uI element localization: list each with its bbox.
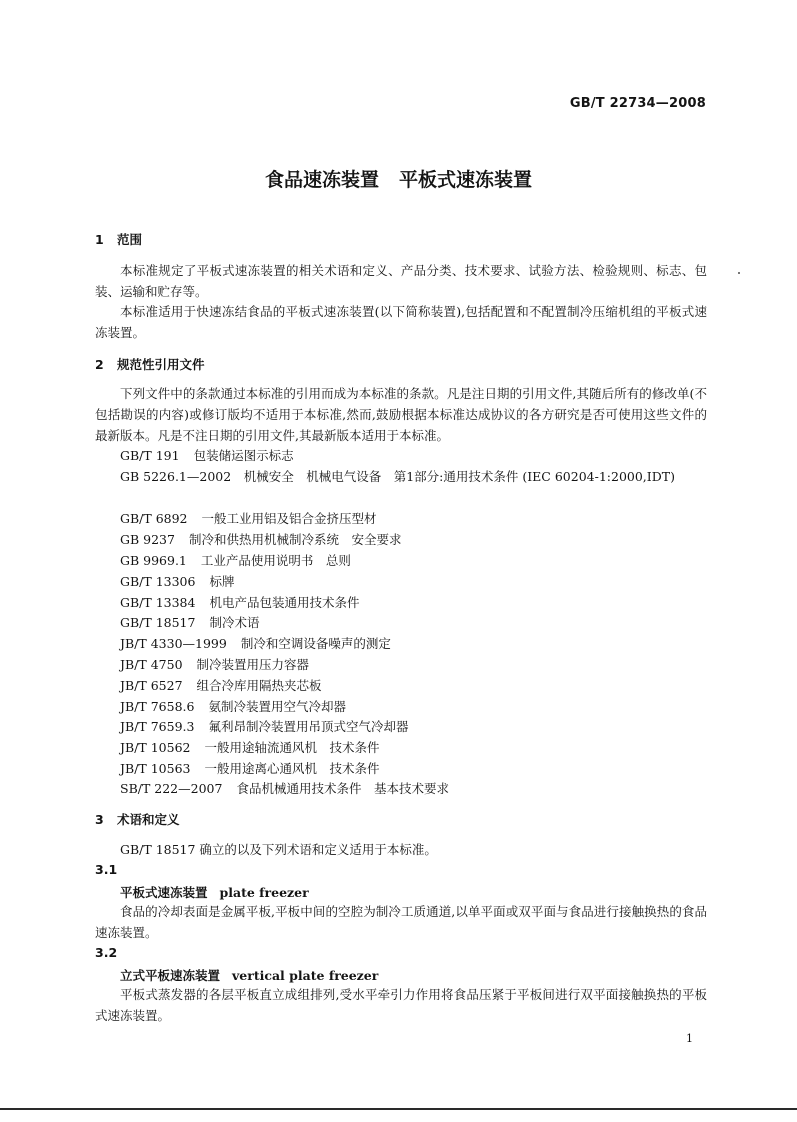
reference-item: JB/T 6527 组合冷库用隔热夹芯板	[120, 678, 322, 693]
scope-paragraph-2: 本标准适用于快速冻结食品的平板式速冻装置(以下简称装置),包括配置和不配置制冷压缩机组的平板式速冻装置。	[95, 304, 707, 340]
reference-item: JB/T 7659.3 氟利昂制冷装置用吊顶式空气冷却器	[120, 719, 409, 734]
clause-number: 3.2	[95, 945, 118, 960]
bottom-border-line	[0, 1108, 797, 1110]
reference-item: JB/T 4750 制冷装置用压力容器	[120, 657, 310, 672]
document-title	[0, 165, 797, 192]
title-part-2: 平板式速冻装置	[399, 169, 533, 191]
title-part-1: 食品速冻装置	[264, 169, 379, 191]
scope-paragraph-1: 本标准规定了平板式速冻装置的相关术语和定义、产品分类、技术要求、试验方法、检验规则、标志、包装、运输和贮存等。	[95, 263, 707, 299]
reference-item: GB/T 18517 制冷术语	[120, 615, 260, 630]
section-heading-normative-references: 2 规范性引用文件	[95, 357, 205, 372]
reference-item: JB/T 10563 一般用途离心通风机 技术条件	[120, 761, 380, 776]
reference-item: JB/T 4330—1999 制冷和空调设备噪声的测定	[120, 636, 391, 651]
reference-item: JB/T 10562 一般用途轴流通风机 技术条件	[120, 740, 380, 755]
term-definition: 平板式蒸发器的各层平板直立成组排列,受水平牵引力作用将食品压紧于平板间进行双平面接触换热的平板式速冻装置。	[95, 987, 707, 1023]
reference-item: JB/T 7658.6 氨制冷装置用空气冷却器	[120, 699, 346, 714]
reference-item: GB 9969.1 工业产品使用说明书 总则	[120, 553, 351, 568]
standard-code-header: GB/T 22734—2008	[569, 96, 706, 111]
term-heading: 立式平板速冻装置 vertical plate freezer	[120, 968, 379, 983]
reference-item: GB 9237 制冷和供热用机械制冷系统 安全要求	[120, 532, 402, 547]
reference-item: SB/T 222—2007 食品机械通用技术条件 基本技术要求	[120, 781, 449, 796]
page-number: 1	[686, 1032, 693, 1045]
term-definition: 食品的冷却表面是金属平板,平板中间的空腔为制冷工质通道,以单平面或双平面与食品进行接触换热的食品速冻装置。	[95, 904, 707, 940]
reference-item: GB/T 6892 一般工业用铝及铝合金挤压型材	[120, 511, 377, 526]
normative-intro-paragraph: 下列文件中的条款通过本标准的引用而成为本标准的条款。凡是注日期的引用文件,其随后所有的修改单(不包括勘误的内容)或修订版均不适用于本标准,然而,鼓励根据本标准达成协议的各方研究是否可使用这些文件的最新版本。凡是不注日期的引用文件,其最新版本适用于本标准。	[95, 386, 707, 443]
reference-item: GB/T 13306 标牌	[120, 574, 235, 589]
reference-item: GB/T 191 包装储运图示标志	[120, 448, 294, 463]
scan-speck	[738, 272, 740, 274]
term-heading: 平板式速冻装置 plate freezer	[120, 885, 309, 900]
section-heading-terms-definitions: 3 术语和定义	[95, 812, 180, 827]
terms-intro-paragraph: GB/T 18517 确立的以及下列术语和定义适用于本标准。	[120, 842, 437, 857]
clause-number: 3.1	[95, 862, 118, 877]
reference-item: GB 5226.1—2002 机械安全 机械电气设备 第1部分:通用技术条件 (IEC 60204-1:2000,IDT)	[120, 469, 675, 484]
section-heading-scope: 1 范围	[95, 232, 143, 247]
reference-item: GB/T 13384 机电产品包装通用技术条件	[120, 595, 360, 610]
